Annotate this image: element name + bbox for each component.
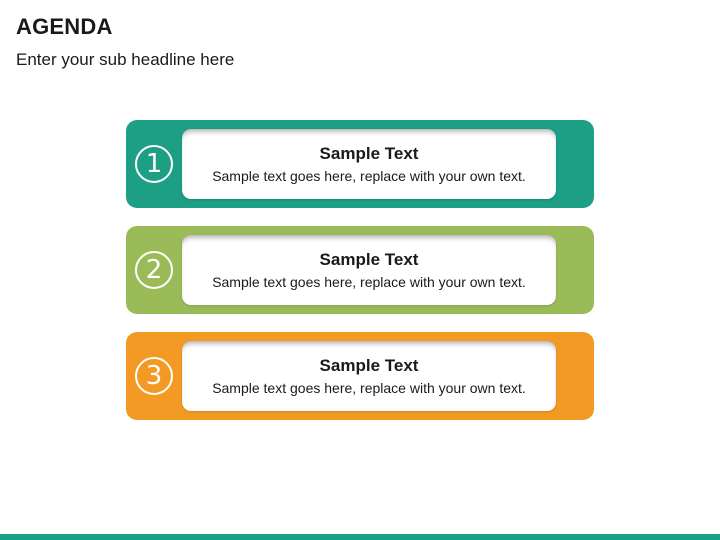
agenda-list [126,120,594,420]
item-heading: Sample Text [319,144,419,163]
agenda-item-3 [126,332,594,420]
item-number-badge: 3 [135,357,173,395]
item-number-badge: 2 [135,251,173,289]
slide-title: AGENDA [16,14,113,39]
footer-accent-bar [0,534,720,540]
agenda-item-1 [126,120,594,208]
item-number-badge: 1 [135,145,173,183]
item-description: Sample text goes here, replace with your own text. [212,380,526,396]
item-heading: Sample Text [319,356,419,375]
item-text-card [182,129,556,199]
agenda-item-2 [126,226,594,314]
item-description: Sample text goes here, replace with your own text. [212,168,526,184]
item-heading: Sample Text [319,250,419,269]
item-text-card [182,341,556,411]
item-description: Sample text goes here, replace with your own text. [212,274,526,290]
item-text-card [182,235,556,305]
slide-subtitle: Enter your sub headline here [16,50,235,69]
